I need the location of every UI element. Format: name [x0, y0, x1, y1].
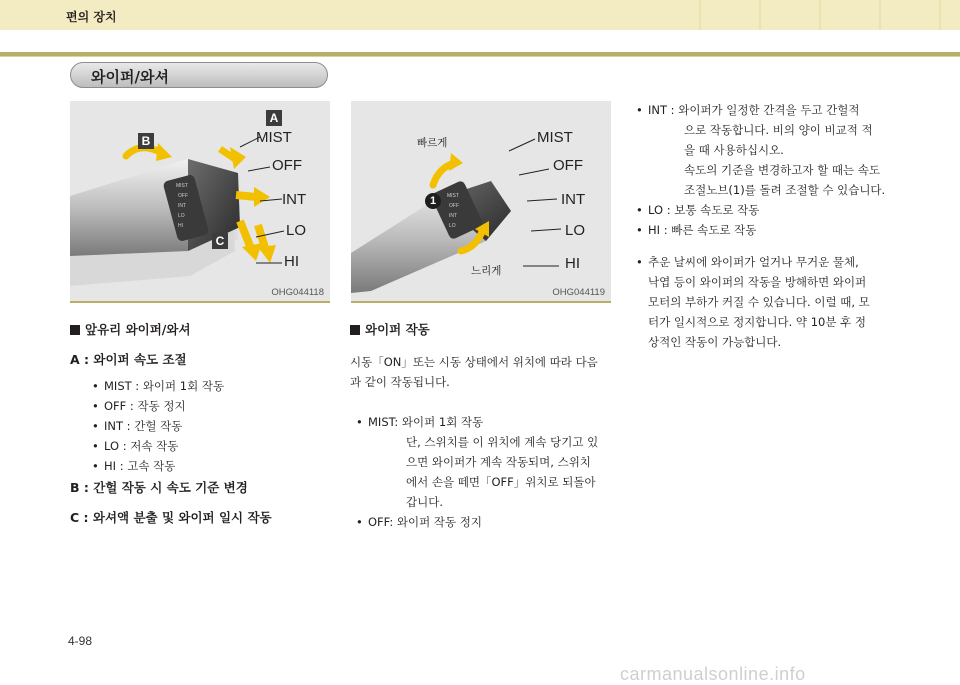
warning-line: 터가 일시적으로 정지합니다. 약 10분 후 정	[648, 315, 866, 329]
label-slow: 느리게	[471, 265, 502, 277]
int-line: 을 때 사용하십시오.	[684, 143, 784, 157]
figure-rule	[351, 301, 611, 303]
int-line: • INT : 와이퍼가 일정한 간격을 두고 간헐적	[636, 100, 898, 120]
list-item: • MIST : 와이퍼 1회 작동	[92, 376, 332, 396]
heading-wiper-operation: 와이퍼 작동	[350, 320, 612, 340]
label-mist: MIST	[537, 129, 573, 146]
list-item: • LO : 저속 작동	[92, 436, 332, 456]
b-title: B : 간헐 작동 시 속도 기준 변경	[70, 480, 248, 495]
label-lo: LO	[286, 222, 307, 239]
mist-line: 갑니다.	[406, 495, 443, 509]
figure-wiper-lever-a	[70, 101, 330, 301]
right-column	[636, 100, 898, 352]
list-item: • HI : 고속 작동	[92, 456, 332, 476]
svg-text:MIST: MIST	[176, 183, 188, 189]
svg-text:MIST: MIST	[447, 193, 459, 199]
label-hi: HI	[284, 253, 299, 270]
label-mist: MIST	[256, 129, 292, 146]
svg-text:OFF: OFF	[178, 193, 188, 199]
warning-line: 상적인 작동이 가능합니다.	[648, 335, 782, 349]
mist-line: 단, 스위치를 이 위치에 계속 당기고 있	[406, 435, 599, 449]
mist-line: 에서 손을 떼면「OFF」위치로 되돌아	[406, 475, 596, 489]
c-title: C : 와셔액 분출 및 와이퍼 일시 작동	[70, 510, 272, 525]
svg-text:OFF: OFF	[449, 203, 459, 209]
figure-code: OHG044119	[552, 287, 605, 298]
mist-line: 으면 와이퍼가 계속 작동되며, 스위치	[406, 455, 591, 469]
svg-text:INT: INT	[178, 203, 187, 209]
warning-line: • 추운 날씨에 와이퍼가 얼거나 무거운 물체,	[636, 252, 898, 272]
lo-line: • LO : 보통 속도로 작동	[636, 200, 898, 220]
int-line: 조절노브(1)를 돌려 조절할 수 있습니다.	[684, 183, 886, 197]
a-list	[70, 376, 332, 476]
page-title: 와이퍼/와셔	[91, 68, 169, 86]
hi-line: • HI : 빠른 속도로 작동	[636, 220, 898, 240]
page-title-pill	[70, 62, 328, 88]
svg-text:LO: LO	[178, 213, 185, 219]
svg-text:INT: INT	[449, 213, 458, 219]
letter-b-box: B	[138, 133, 154, 149]
warning-line: 낙엽 등이 와이퍼의 작동을 방해하면 와이퍼	[648, 275, 867, 289]
mist-line: • MIST: 와이퍼 1회 작동	[356, 412, 612, 432]
header-decoration	[0, 0, 960, 30]
left-column	[70, 320, 332, 528]
page-number: 4-98	[68, 634, 93, 648]
middle-column	[350, 320, 612, 532]
label-fast: 빠르게	[417, 137, 448, 149]
intro-line: 과 같이 작동됩니다.	[350, 375, 450, 389]
mist-block	[350, 412, 612, 532]
square-bullet-icon	[70, 325, 80, 335]
label-int: INT	[282, 191, 307, 208]
off-line: • OFF: 와이퍼 작동 정지	[356, 512, 612, 532]
figure-wiper-lever-speed	[351, 101, 611, 301]
label-hi: HI	[565, 255, 580, 272]
letter-c-box: C	[212, 233, 228, 249]
int-line: 속도의 기준을 변경하고자 할 때는 속도	[684, 163, 881, 177]
list-item: • OFF : 작동 정지	[92, 396, 332, 416]
knob-number-badge: 1	[425, 193, 441, 209]
heading-front-wiper: 앞유리 와이퍼/와셔	[70, 320, 332, 340]
int-line: 으로 작동합니다. 비의 양이 비교적 적	[684, 123, 873, 137]
letter-a-box: A	[266, 110, 282, 126]
intro-line: 시동「ON」또는 시동 상태에서 위치에 따라 다음	[350, 355, 598, 369]
label-int: INT	[561, 191, 586, 208]
section-title: 편의 장치	[66, 10, 117, 24]
warning-block	[636, 252, 898, 352]
header-rule-thin	[0, 56, 960, 57]
svg-text:HI: HI	[178, 223, 183, 229]
label-off: OFF	[553, 157, 583, 174]
label-lo: LO	[565, 222, 586, 239]
figure-rule	[70, 301, 330, 303]
svg-text:LO: LO	[449, 223, 456, 229]
label-off: OFF	[272, 157, 302, 174]
square-bullet-icon	[350, 325, 360, 335]
warning-line: 모터의 부하가 커질 수 있습니다. 이럴 때, 모	[648, 295, 870, 309]
watermark: carmanualsonline.info	[620, 664, 806, 684]
a-title: A : 와이퍼 속도 조절	[70, 352, 187, 367]
list-item: • INT : 간헐 작동	[92, 416, 332, 436]
figure-code: OHG044118	[271, 287, 324, 298]
